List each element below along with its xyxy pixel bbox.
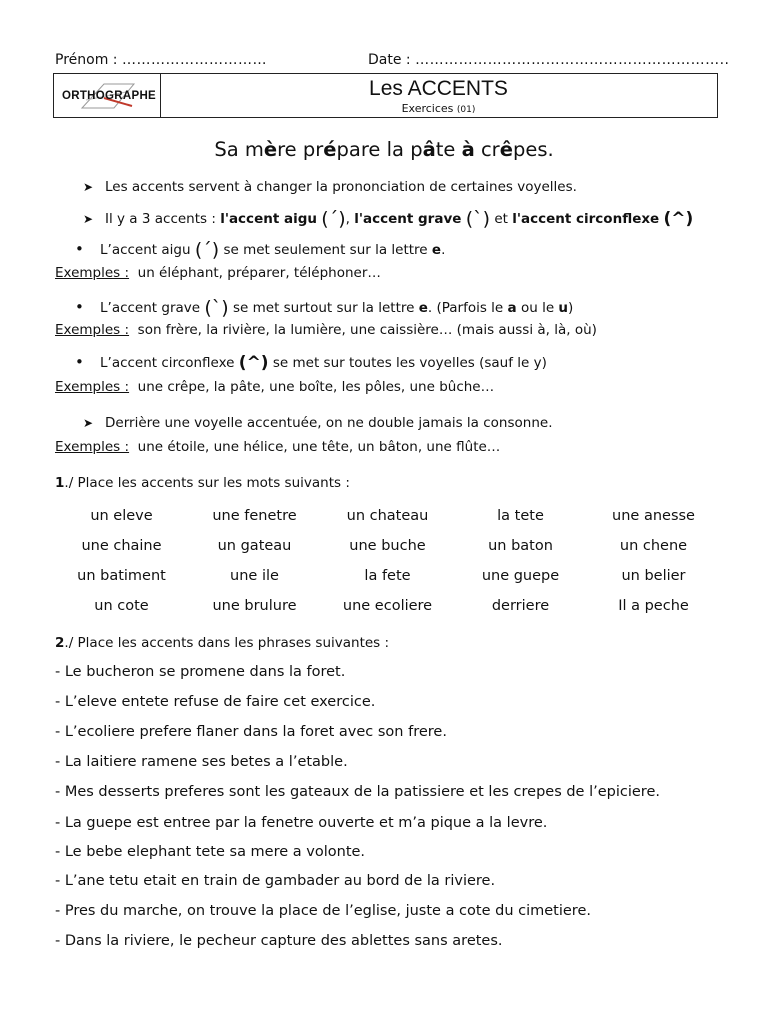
examples-label: Exemples :: [55, 265, 130, 281]
word-item: un gateau: [217, 538, 292, 554]
rule-no-double-consonant: [83, 415, 552, 431]
accent-circonflexe-symbol: (^): [238, 353, 269, 373]
date-label: Date :: [368, 52, 411, 68]
motto: [0, 138, 768, 161]
rule-accents-purpose: [83, 179, 577, 195]
rule-text: Les accents servent à changer la prononciation de certaines voyelles.: [105, 179, 577, 195]
word-item: une buche: [349, 538, 426, 554]
sentence-item: - L’ecoliere prefere flaner dans la foret avec son frere.: [55, 724, 447, 740]
word-item: un eleve: [90, 508, 153, 524]
worksheet-subtitle: [160, 102, 717, 115]
word-row: [55, 598, 720, 628]
dot-bullet-icon: •: [75, 353, 84, 371]
sentence-item: - Dans la riviere, le pecheur capture des ablettes sans aretes.: [55, 933, 503, 949]
dot-bullet-icon: •: [75, 240, 84, 258]
motto-accent: â: [422, 138, 436, 161]
rule-three-accents: [83, 208, 693, 230]
logo-text: ORTHOGRAPHE: [62, 90, 157, 102]
word-row: [55, 538, 720, 568]
examples-label: Exemples :: [55, 379, 130, 395]
subtitle-text: Exercices: [401, 102, 454, 115]
arrow-bullet-icon: ➤: [83, 180, 94, 194]
word-item: une anesse: [612, 508, 695, 524]
exercise-number: 1: [55, 475, 65, 491]
accent-aigu-symbol: (ˊ): [194, 239, 220, 261]
examples-grave: [55, 322, 597, 338]
rule-text: L’accent aigu: [100, 242, 195, 258]
rule-text: Derrière une voyelle accentuée, on ne double jamais la consonne.: [105, 415, 553, 431]
sentence-item: - Pres du marche, on trouve la place de l’eglise, juste a cote du cimetiere.: [55, 903, 591, 919]
sentence-item: - La guepe est entree par la fenetre ouverte et m’a pique a la levre.: [55, 815, 548, 831]
accent-grave-symbol: (ˋ): [465, 208, 491, 230]
title-box: [53, 73, 718, 118]
worksheet-title: Les ACCENTS: [369, 77, 508, 100]
accent-aigu-name: l'accent aigu: [220, 211, 317, 227]
examples-circonflexe: [55, 379, 494, 395]
rule-text: . (Parfois le: [427, 300, 508, 316]
motto-part: cr: [474, 138, 500, 161]
word-grid: [55, 508, 720, 628]
examples-text: une crêpe, la pâte, une boîte, les pôles, une bûche…: [137, 379, 495, 395]
examples-text: son frère, la rivière, la lumière, une caissière… (mais aussi à, là, où): [137, 322, 597, 338]
motto-accent: ê: [499, 138, 513, 161]
word-item: derriere: [491, 598, 550, 614]
examples-aigu: [55, 265, 381, 281]
word-row: [55, 568, 720, 598]
arrow-bullet-icon: ➤: [83, 416, 94, 430]
letter-e: e: [431, 242, 442, 258]
orthographe-logo: [54, 74, 161, 117]
rule-accent-aigu: [75, 239, 445, 261]
exercise-1-heading: [55, 475, 350, 491]
exercise-number: 2: [55, 635, 65, 651]
motto-part: te: [435, 138, 462, 161]
word-item: une chaine: [81, 538, 162, 554]
exercise-instruction: ./ Place les accents sur les mots suivants :: [64, 475, 350, 491]
sentence-item: - Le bebe elephant tete sa mere a volonte.: [55, 844, 366, 860]
motto-part: pare la p: [336, 138, 423, 161]
rule-accent-circonflexe: [75, 353, 547, 373]
arrow-bullet-icon: ➤: [83, 212, 94, 226]
motto-part: re pr: [277, 138, 324, 161]
motto-accent: è: [263, 138, 278, 161]
rule-text: et: [490, 211, 513, 227]
word-item: un chene: [619, 538, 688, 554]
subtitle-number: (01): [456, 105, 476, 115]
word-item: une brulure: [212, 598, 297, 614]
sentence-item: - Le bucheron se promene dans la foret.: [55, 664, 346, 680]
accent-circonflexe-name: l'accent circonflexe: [512, 211, 660, 227]
word-item: Il a peche: [618, 598, 689, 614]
rule-text: se met surtout sur la lettre: [228, 300, 419, 316]
examples-text: un éléphant, préparer, téléphoner…: [137, 265, 381, 281]
rule-text: .: [441, 242, 446, 258]
word-item: une ecoliere: [342, 598, 433, 614]
accent-grave-symbol: (ˋ): [204, 297, 229, 319]
sentence-item: - L’ane tetu etait en train de gambader au bord de la riviere.: [55, 873, 496, 889]
exercise-2-heading: [55, 635, 389, 651]
exercise-instruction: ./ Place les accents dans les phrases suivantes :: [64, 635, 390, 651]
sentence-item: - La laitiere ramene ses betes a l’etable.: [55, 754, 348, 770]
examples-text: une étoile, une hélice, une tête, un bâton, une flûte…: [137, 439, 501, 455]
word-item: une guepe: [481, 568, 560, 584]
rule-text: se met seulement sur la lettre: [219, 242, 432, 258]
word-item: un chateau: [346, 508, 429, 524]
prenom-dots: …………………………: [121, 52, 267, 68]
examples-label: Exemples :: [55, 322, 130, 338]
prenom-label: Prénom :: [55, 52, 118, 68]
letter-a: a: [507, 300, 517, 316]
rule-accent-grave: [75, 297, 573, 319]
rule-text: L’accent circonflexe: [100, 355, 239, 371]
rule-text: L’accent grave: [100, 300, 205, 316]
motto-accent: à: [461, 138, 475, 161]
rule-text: se met sur toutes les voyelles (sauf le y): [268, 355, 547, 371]
rule-text: Il y a 3 accents :: [105, 211, 221, 227]
word-item: un belier: [621, 568, 686, 584]
date-dots: ………………………………………………………..: [415, 52, 730, 68]
sentence-item: - Mes desserts preferes sont les gateaux de la patissiere et les crepes de l’epiciere.: [55, 784, 660, 800]
letter-e: e: [418, 300, 428, 316]
motto-accent: é: [323, 138, 337, 161]
word-item: la tete: [497, 508, 544, 524]
dot-bullet-icon: •: [75, 298, 84, 316]
accent-circonflexe-symbol: (^): [663, 209, 694, 229]
word-item: une fenetre: [212, 508, 297, 524]
rule-text: ou le: [516, 300, 559, 316]
rule-text: ,: [345, 211, 355, 227]
date-field: [368, 52, 730, 68]
accent-aigu-symbol: (ˊ): [321, 208, 346, 230]
sentence-item: - L’eleve entete refuse de faire cet exercice.: [55, 694, 376, 710]
accent-grave-name: l'accent grave: [354, 211, 462, 227]
letter-u: u: [558, 300, 569, 316]
word-item: la fete: [364, 568, 411, 584]
examples-label: Exemples :: [55, 439, 130, 455]
word-row: [55, 508, 720, 538]
examples-double: [55, 439, 500, 455]
rule-text: ): [568, 300, 574, 316]
prenom-field: [55, 52, 267, 68]
motto-part: pes.: [512, 138, 554, 161]
word-item: un baton: [488, 538, 553, 554]
word-item: une ile: [230, 568, 279, 584]
motto-part: Sa m: [214, 138, 264, 161]
word-item: un batiment: [77, 568, 166, 584]
word-item: un cote: [94, 598, 149, 614]
